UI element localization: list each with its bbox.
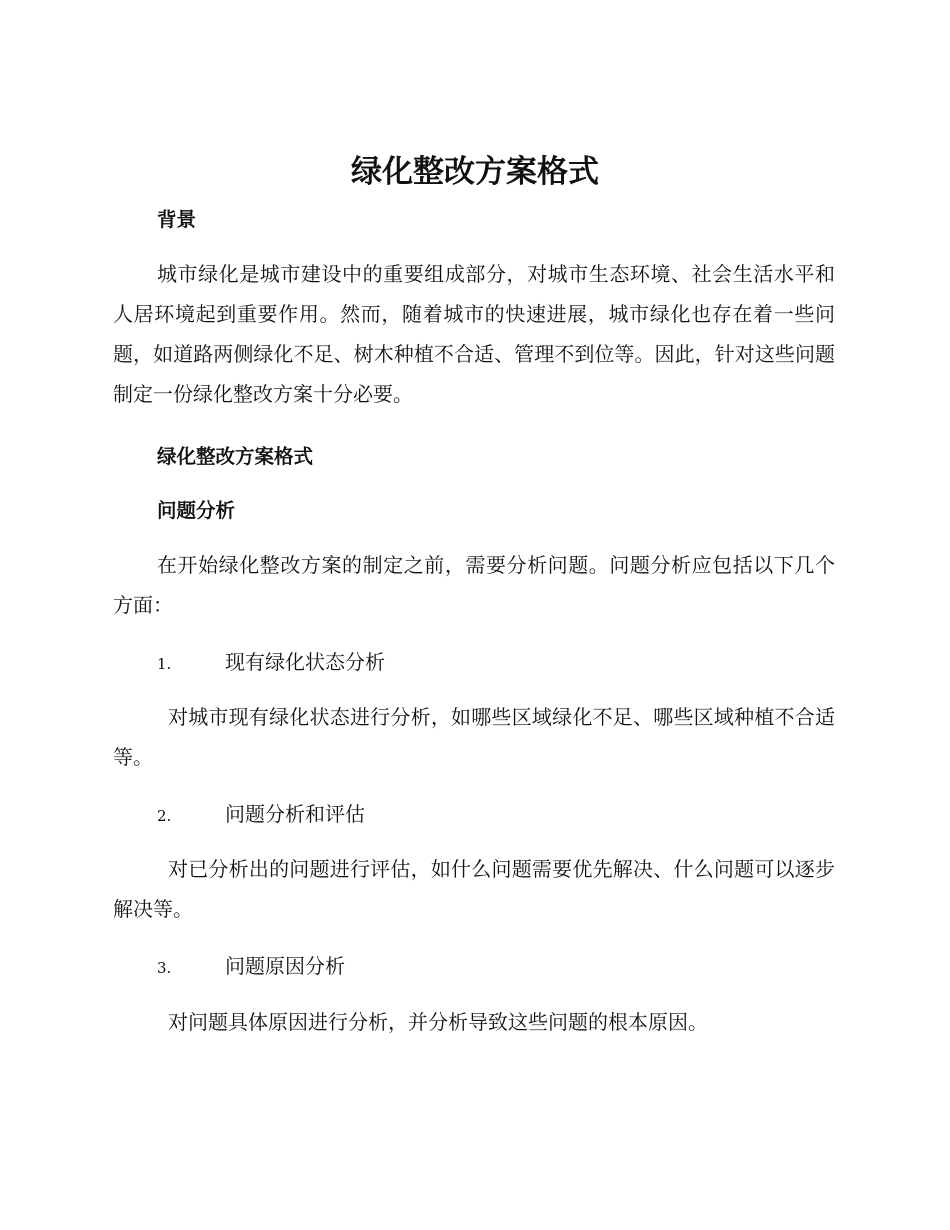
list-item-number: 3. [157,959,172,977]
list-item-description-2: 对已分析出的问题进行评估，如什么问题需要优先解决、什么问题可以逐步解决等。 [113,857,835,921]
section-heading-background: 背景 [157,208,197,231]
document-title: 绿化整改方案格式 [351,154,599,190]
list-item-number: 2. [157,807,172,825]
list-item-title: 问题分析和评估 [225,802,365,826]
list-item-title: 现有绿化状态分析 [225,650,385,674]
paragraph-analysis-intro: 在开始绿化整改方案的制定之前，需要分析问题。问题分析应包括以下几个方面： [113,553,835,617]
list-item-1 [157,648,385,678]
list-item-number: 1. [157,655,172,673]
list-item-2 [157,800,365,830]
list-item-title: 问题原因分析 [225,954,345,978]
paragraph-background: 城市绿化是城市建设中的重要组成部分，对城市生态环境、社会生活水平和人居环境起到重要作用。然而，随着城市的快速进展，城市绿化也存在着一些问题，如道路两侧绿化不足、树木种植不合适、管理不到位等。因此，针对这些问题制定一份绿化整改方案十分必要。 [113,262,835,406]
list-item-description-1: 对城市现有绿化状态进行分析，如哪些区域绿化不足、哪些区域种植不合适等。 [113,705,835,769]
list-item-description-3: 对问题具体原因进行分析，并分析导致这些问题的根本原因。 [168,1010,708,1034]
section-heading-format: 绿化整改方案格式 [157,445,314,468]
section-heading-analysis: 问题分析 [157,499,236,522]
list-item-3 [157,952,345,982]
